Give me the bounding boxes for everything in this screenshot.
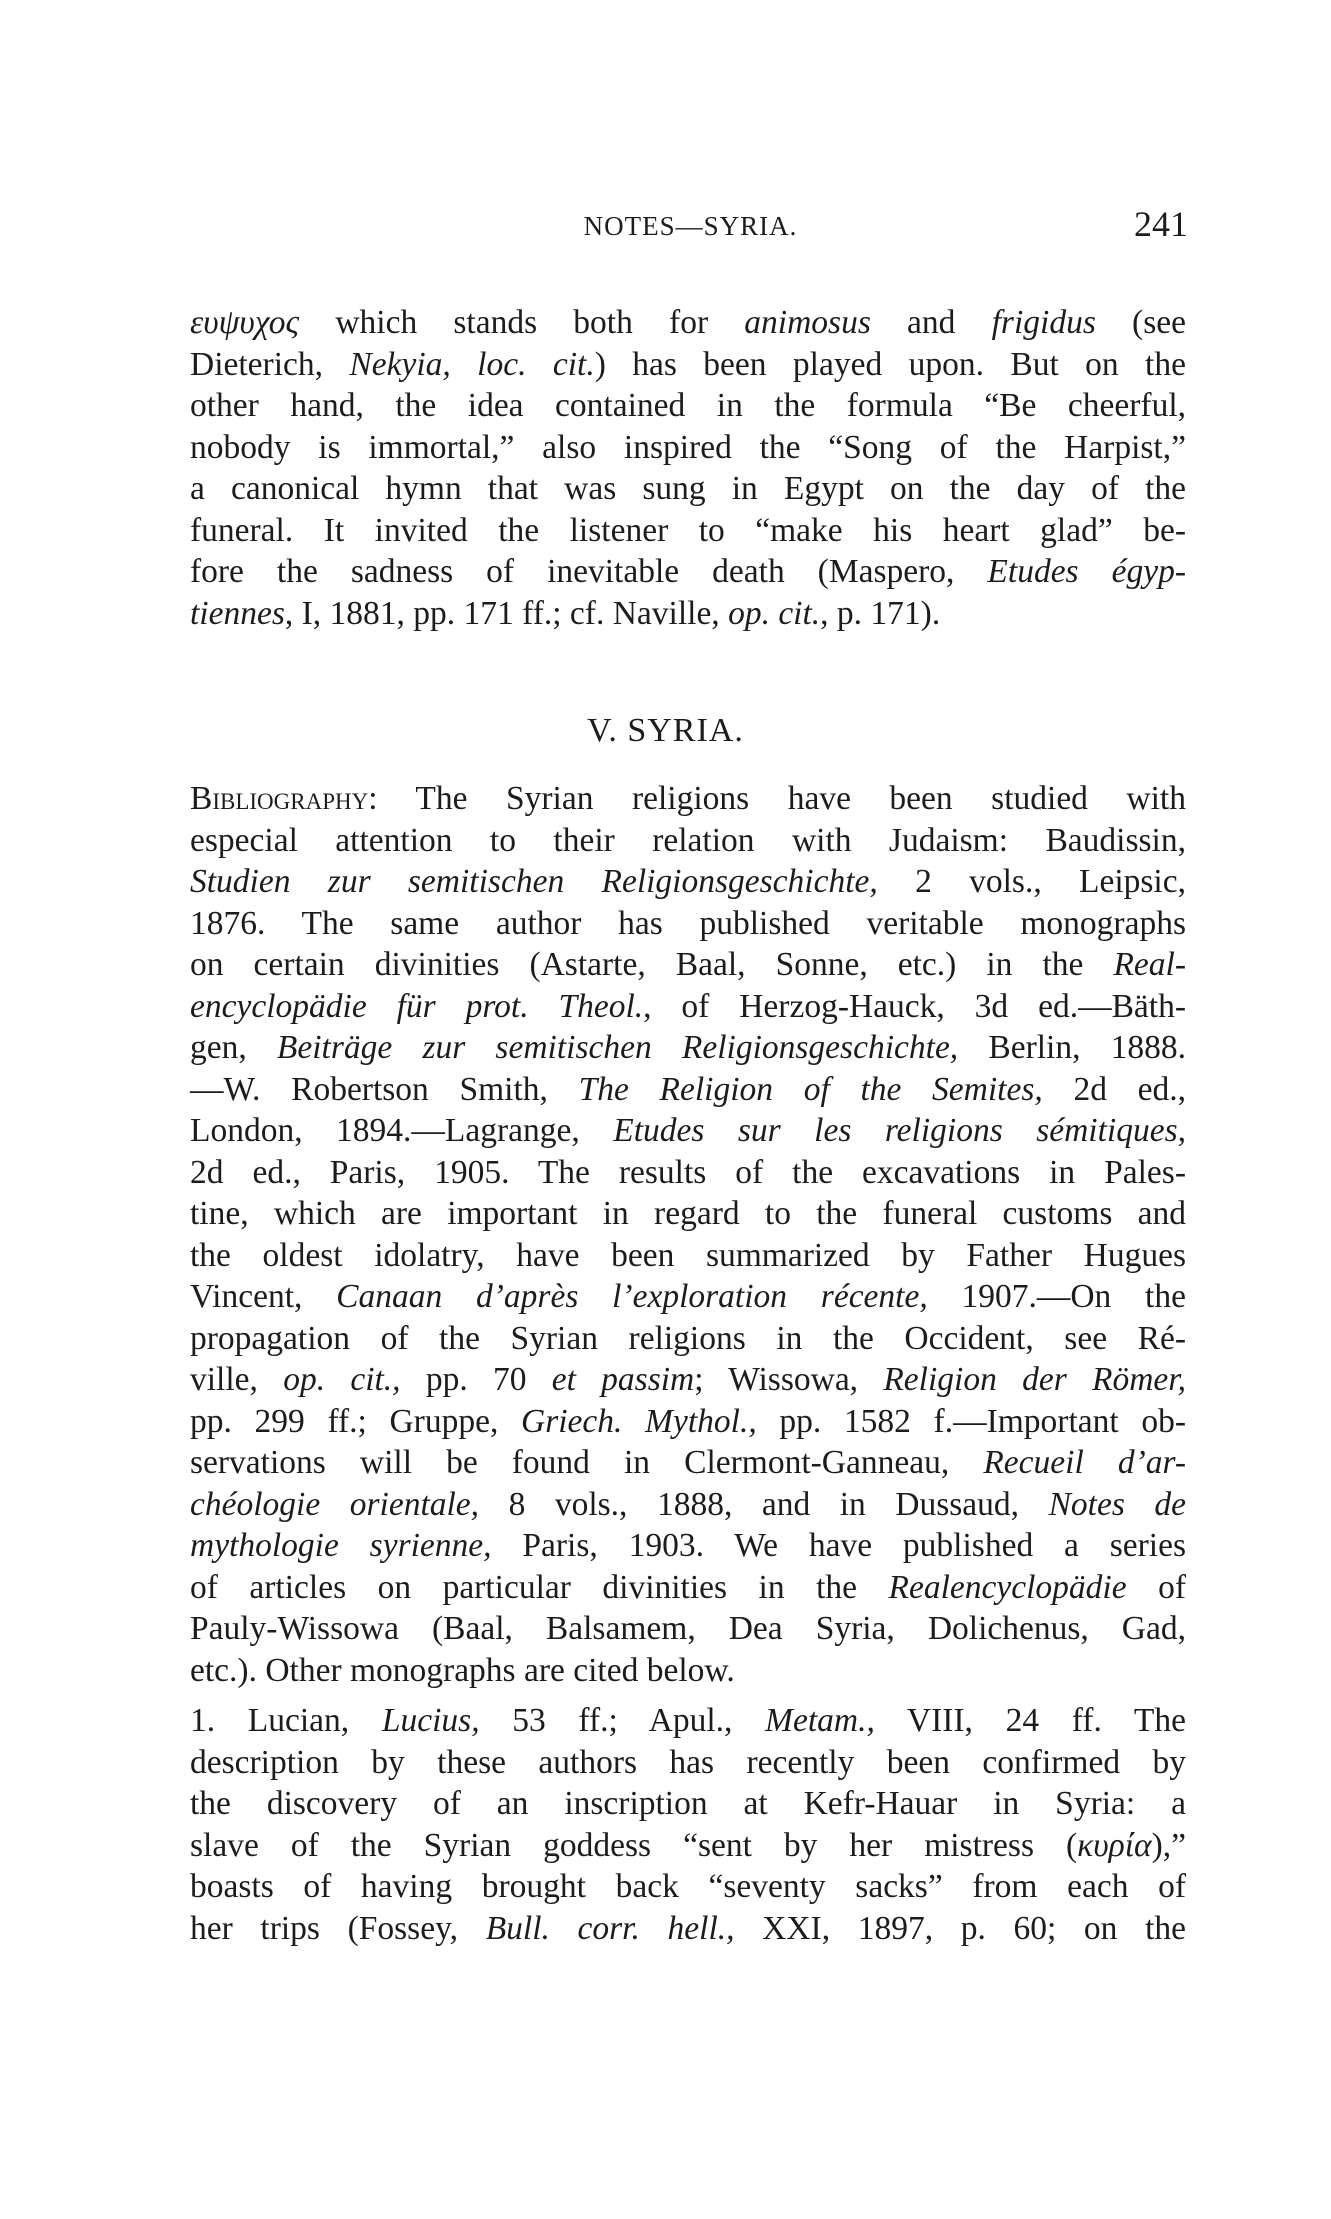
citation-title: Real- [1113,946,1186,983]
text-line [190,1401,1186,1443]
text-run: Dieterich, [190,345,350,383]
text-run: London, 1894.—Lagrange, [190,1112,614,1149]
text-line [190,1484,1186,1526]
text-run: 2d ed., [1042,1070,1187,1108]
text-run: boasts of having brought back “seventy sacks” from each of [190,1868,1186,1905]
text-line [190,1193,1186,1235]
running-title: NOTES—SYRIA. [583,211,798,241]
text-run: pp. 299 ff.; Gruppe, [190,1402,521,1440]
text-line [190,1525,1186,1567]
text-run: XXI, 1897, p. 60; on the [734,1909,1187,1947]
citation-title: mythologie syrienne, [190,1527,492,1564]
text-line [190,903,1186,945]
text-run: of [1126,1568,1186,1606]
text-line [190,1700,1186,1742]
continuation-paragraph [190,302,1186,634]
bibliography-paragraph [190,778,1186,1691]
text-run: of articles on particular divinities in the [190,1568,889,1606]
text-line [190,1567,1186,1609]
citation-title: Lucius, [381,1702,480,1739]
citation-title: Canaan d’après l’exploration récente, [336,1278,928,1315]
citation-title: encyclopädie für prot. Theol. [190,987,644,1025]
citation-title: Realencyclopädie [888,1568,1127,1606]
page-number: 241 [1134,204,1188,244]
text-run: : The Syrian religions have been studied with [368,780,1186,817]
text-run: Paris, 1903. We have published a series [491,1527,1187,1564]
text-run: ; Wissowa, [694,1361,884,1398]
text-line [190,1318,1186,1360]
citation-title: op. cit. [728,594,821,632]
text-line [190,344,1186,386]
citation-title: tiennes [190,594,285,632]
text-run: VIII, 24 ff. The [874,1702,1186,1739]
text-run: 2 vols., Leipsic, [877,863,1186,900]
citation-title: Bull. corr. hell., [485,1909,735,1947]
text-line [190,427,1186,469]
text-line [190,944,1186,986]
text-line [190,1866,1186,1908]
text-line [190,551,1186,593]
text-run: 1. Lucian, [190,1702,382,1739]
text-run: 1907.—On the [927,1278,1186,1315]
citation-title: Notes de [1048,1485,1187,1523]
text-line [190,1442,1186,1484]
text-run: gen, [190,1029,277,1066]
text-line [190,1650,1186,1692]
citation-title: Beiträge zur semitischen Religionsgeschichte, [276,1029,959,1066]
citation-title: Metam., [765,1702,875,1739]
text-line [190,1069,1186,1111]
text-run: the oldest idolatry, have been summarized by Father Hugues [190,1236,1186,1274]
text-run: 1876. The same author has published veritable monographs [190,904,1186,942]
text-run: Vincent, [190,1278,337,1315]
bibliography-label: Bibliography [190,780,369,817]
note-1-paragraph [190,1700,1186,1949]
text-run: on certain divinities (Astarte, Baal, Sonne, etc.) in the [190,946,1114,983]
text-line [190,468,1186,510]
text-line [190,1742,1186,1784]
citation-title: Religion der Römer, [883,1361,1186,1398]
text-run: etc.). Other monographs are cited below. [190,1651,735,1689]
text-run: , of Herzog-Hauck, 3d ed.—Bäth- [643,987,1186,1025]
citation-title: Recueil d’ar- [983,1444,1186,1481]
citation-title: The Religion of the Semites, [578,1070,1043,1108]
greek-word: κυρία [1077,1826,1152,1864]
text-run: ),” [1151,1826,1186,1864]
citation-title: Studien zur semitischen Religionsgeschichte, [190,863,878,900]
text-run: (see [1095,304,1186,341]
text-run: propagation of the Syrian religions in the Occident, see Ré- [190,1319,1186,1357]
text-run: and [870,304,992,341]
italic-term: et passim [551,1361,695,1398]
citation-title: op. cit., [283,1361,401,1398]
text-line [190,1235,1186,1277]
text-run: the discovery of an inscription at Kefr-Hauar in Syria: a [190,1785,1186,1822]
text-run: other hand, the idea contained in the formula “Be cheerful, [190,387,1186,424]
text-line [190,1608,1186,1650]
text-run: description by these authors has recently been confirmed by [190,1743,1186,1781]
text-line [190,1276,1186,1318]
citation-title: Griech. Mythol., [521,1402,757,1440]
text-line [190,302,1186,344]
text-line [190,1359,1186,1401]
text-run: a canonical hymn that was sung in Egypt on the day of the [190,470,1186,507]
citation-title: Etudes sur les religions sémitiques, [613,1112,1186,1149]
greek-word: ευψυχος [190,304,300,341]
text-line [190,986,1186,1028]
text-run: , I, 1881, pp. 171 ff.; cf. Naville, [284,594,729,632]
text-run: 2d ed., Paris, 1905. The results of the excavations in Pales- [190,1153,1186,1191]
text-line [190,778,1186,820]
citation-title: chéologie orientale, [190,1485,480,1523]
text-run: , p. 171). [820,594,941,632]
text-run: pp. 1582 f.—Important ob- [756,1402,1186,1440]
text-line [190,1027,1186,1069]
text-line [190,1908,1186,1950]
section-heading: V. SYRIA. [587,712,744,749]
text-run: 53 ff.; Apul., [479,1702,766,1739]
text-line [190,1783,1186,1825]
text-run: ) has been played upon. But on the [594,345,1186,383]
text-line [190,861,1186,903]
italic-term: frigidus [991,304,1096,341]
text-run: slave of the Syrian goddess “sent by her mistress ( [190,1826,1078,1864]
text-run: —W. Robertson Smith, [190,1070,579,1108]
text-line [190,1152,1186,1194]
text-run: Berlin, 1888. [958,1029,1187,1066]
text-run: especial attention to their relation with Judaism: Baudissin, [190,821,1186,859]
text-run: pp. 70 [400,1361,552,1398]
running-head [193,203,1188,253]
text-run: ville, [190,1361,284,1398]
text-run: servations will be found in Clermont-Ganneau, [190,1444,984,1481]
text-line [190,820,1186,862]
text-line [190,593,1186,635]
citation-title: Etudes égyp- [987,553,1186,590]
citation-title: Nekyia, loc. cit. [349,345,595,383]
text-line [190,510,1186,552]
text-run: tine, which are important in regard to the funeral customs and [190,1195,1186,1232]
text-run: which stands both for [299,304,745,341]
text-run: Pauly-Wissowa (Baal, Balsamem, Dea Syria, Dolichenus, Gad, [190,1610,1186,1647]
text-line [190,385,1186,427]
text-line [190,1110,1186,1152]
text-run: funeral. It invited the listener to “make his heart glad” be- [190,511,1186,549]
text-run: nobody is immortal,” also inspired the “Song of the Harpist,” [190,428,1186,466]
text-run: 8 vols., 1888, and in Dussaud, [479,1485,1049,1523]
italic-term: animosus [744,304,871,341]
text-run: fore the sadness of inevitable death (Maspero, [190,553,988,590]
text-run: her trips (Fossey, [190,1909,486,1947]
text-line [190,1825,1186,1867]
